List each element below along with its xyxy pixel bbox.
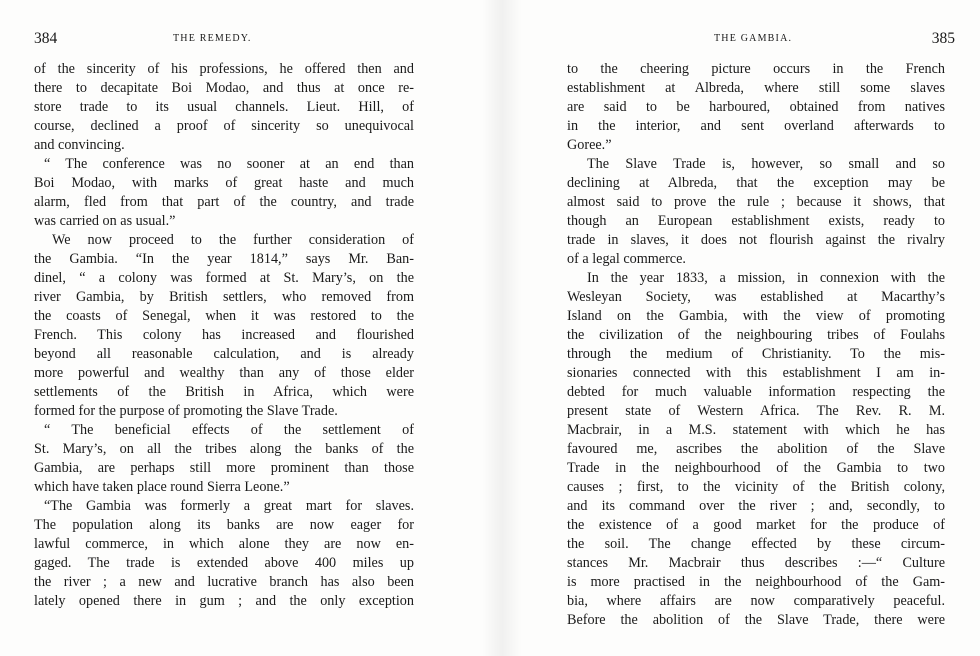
text-line: Wesleyan Society, was established at Macarthy’s <box>567 289 945 305</box>
right-page-number: 385 <box>931 30 955 47</box>
text-line: in the interior, and sent overland afterwards to <box>567 118 945 134</box>
text-line: The Slave Trade is, however, so small and so <box>587 156 945 172</box>
text-line: and convincing. <box>34 137 125 153</box>
text-line: almost said to prove the rule ; because it shows, that <box>567 194 945 210</box>
text-line: trade in slaves, it does not flourish against the rivalry <box>567 232 945 248</box>
text-line: the river ; a new and lucrative branch has also been <box>34 574 414 590</box>
left-running-title: THE REMEDY. <box>173 33 252 44</box>
text-line: the existence of a good market for the produce of <box>567 517 945 533</box>
text-line: “The Gambia was formerly a great mart for slaves. <box>44 498 414 514</box>
text-line: lately opened there in gum ; and the only exception <box>34 593 414 609</box>
left-page-number: 384 <box>34 30 58 47</box>
text-line: settlements of the British in Africa, which were <box>34 384 414 400</box>
text-line: dinel, “ a colony was formed at St. Mary’s, on the <box>34 270 414 286</box>
text-line: to the cheering picture occurs in the French <box>567 61 945 77</box>
text-line: The population along its banks are now eager for <box>34 517 414 533</box>
text-line: which have taken place round Sierra Leone.” <box>34 479 290 495</box>
text-line: Trade in the neighbourhood of the Gambia to two <box>567 460 945 476</box>
text-line: stances Mr. Macbrair thus describes :—“ Culture <box>567 555 945 571</box>
text-line: French. This colony has increased and flourished <box>34 327 414 343</box>
text-line: declining at Albreda, that the exception may be <box>567 175 945 191</box>
text-line: of the sincerity of his professions, he offered then and <box>34 61 414 77</box>
text-line: beyond all reasonable calculation, and is already <box>34 346 414 362</box>
text-line: gaged. The trade is extended above 400 miles up <box>34 555 414 571</box>
text-line: St. Mary’s, on all the tribes along the banks of the <box>34 441 414 457</box>
text-line: “ The conference was no sooner at an end than <box>44 156 414 172</box>
right-running-title: THE GAMBIA. <box>714 33 793 44</box>
text-line: causes ; first, to the vicinity of the British colony, <box>567 479 945 495</box>
text-line: there to decapitate Boi Modao, and thus at once re- <box>34 80 414 96</box>
text-line: debted for much valuable information respecting the <box>567 384 945 400</box>
left-page-body <box>34 60 414 611</box>
text-line: In the year 1833, a mission, in connexion with the <box>587 270 945 286</box>
text-line: bia, where affairs are now comparatively peaceful. <box>567 593 945 609</box>
text-line: are said to be harboured, obtained from natives <box>567 99 945 115</box>
text-line: alarm, fled from that part of the country, and trade <box>34 194 414 210</box>
right-page-body <box>567 60 945 630</box>
text-line: Boi Modao, with marks of great haste and much <box>34 175 414 191</box>
book-gutter <box>482 0 522 656</box>
text-line: course, declined a proof of sincerity so unequivocal <box>34 118 414 134</box>
left-page-header <box>34 30 414 50</box>
text-line: We now proceed to the further consideration of <box>52 232 414 248</box>
text-line: is more practised in the neighbourhood of the Gam- <box>567 574 945 590</box>
text-line: was carried on as usual.” <box>34 213 176 229</box>
text-line: establishment at Albreda, where still some slaves <box>567 80 945 96</box>
right-page <box>567 30 955 630</box>
text-line: Goree.” <box>567 137 612 153</box>
text-line: store trade to its usual channels. Lieut. Hill, of <box>34 99 414 115</box>
text-line: lawful commerce, in which alone they are now en- <box>34 536 414 552</box>
text-line: present state of Western Africa. The Rev. R. M. <box>567 403 945 419</box>
text-line: Before the abolition of the Slave Trade, there were <box>567 612 945 628</box>
text-line: and its command over the river ; and, secondly, to <box>567 498 945 514</box>
text-line: the Gambia. “In the year 1814,” says Mr. Ban- <box>34 251 414 267</box>
text-line: more powerful and wealthy than any of those elder <box>34 365 414 381</box>
text-line: “ The beneficial effects of the settlement of <box>44 422 414 438</box>
text-line: of a legal commerce. <box>567 251 686 267</box>
text-line: through the medium of Christianity. To the mis- <box>567 346 945 362</box>
text-line: the coasts of Senegal, when it was restored to the <box>34 308 414 324</box>
text-line: Island on the Gambia, with the view of promoting <box>567 308 945 324</box>
text-line: Gambia, are perhaps still more prominent than those <box>34 460 414 476</box>
text-line: river Gambia, by British settlers, who removed from <box>34 289 414 305</box>
right-page-header <box>567 30 955 50</box>
text-line: sionaries connected with this establishment I am in- <box>567 365 945 381</box>
text-line: formed for the purpose of promoting the Slave Trade. <box>34 403 338 419</box>
text-line: the soil. The change effected by these circum- <box>567 536 945 552</box>
left-page <box>34 30 414 611</box>
text-line: Macbrair, in a M.S. statement with which he has <box>567 422 945 438</box>
text-line: though an European establishment exists, ready to <box>567 213 945 229</box>
text-line: the civilization of the neighbouring tribes of Foulahs <box>567 327 945 343</box>
text-line: favoured me, ascribes the abolition of the Slave <box>567 441 945 457</box>
